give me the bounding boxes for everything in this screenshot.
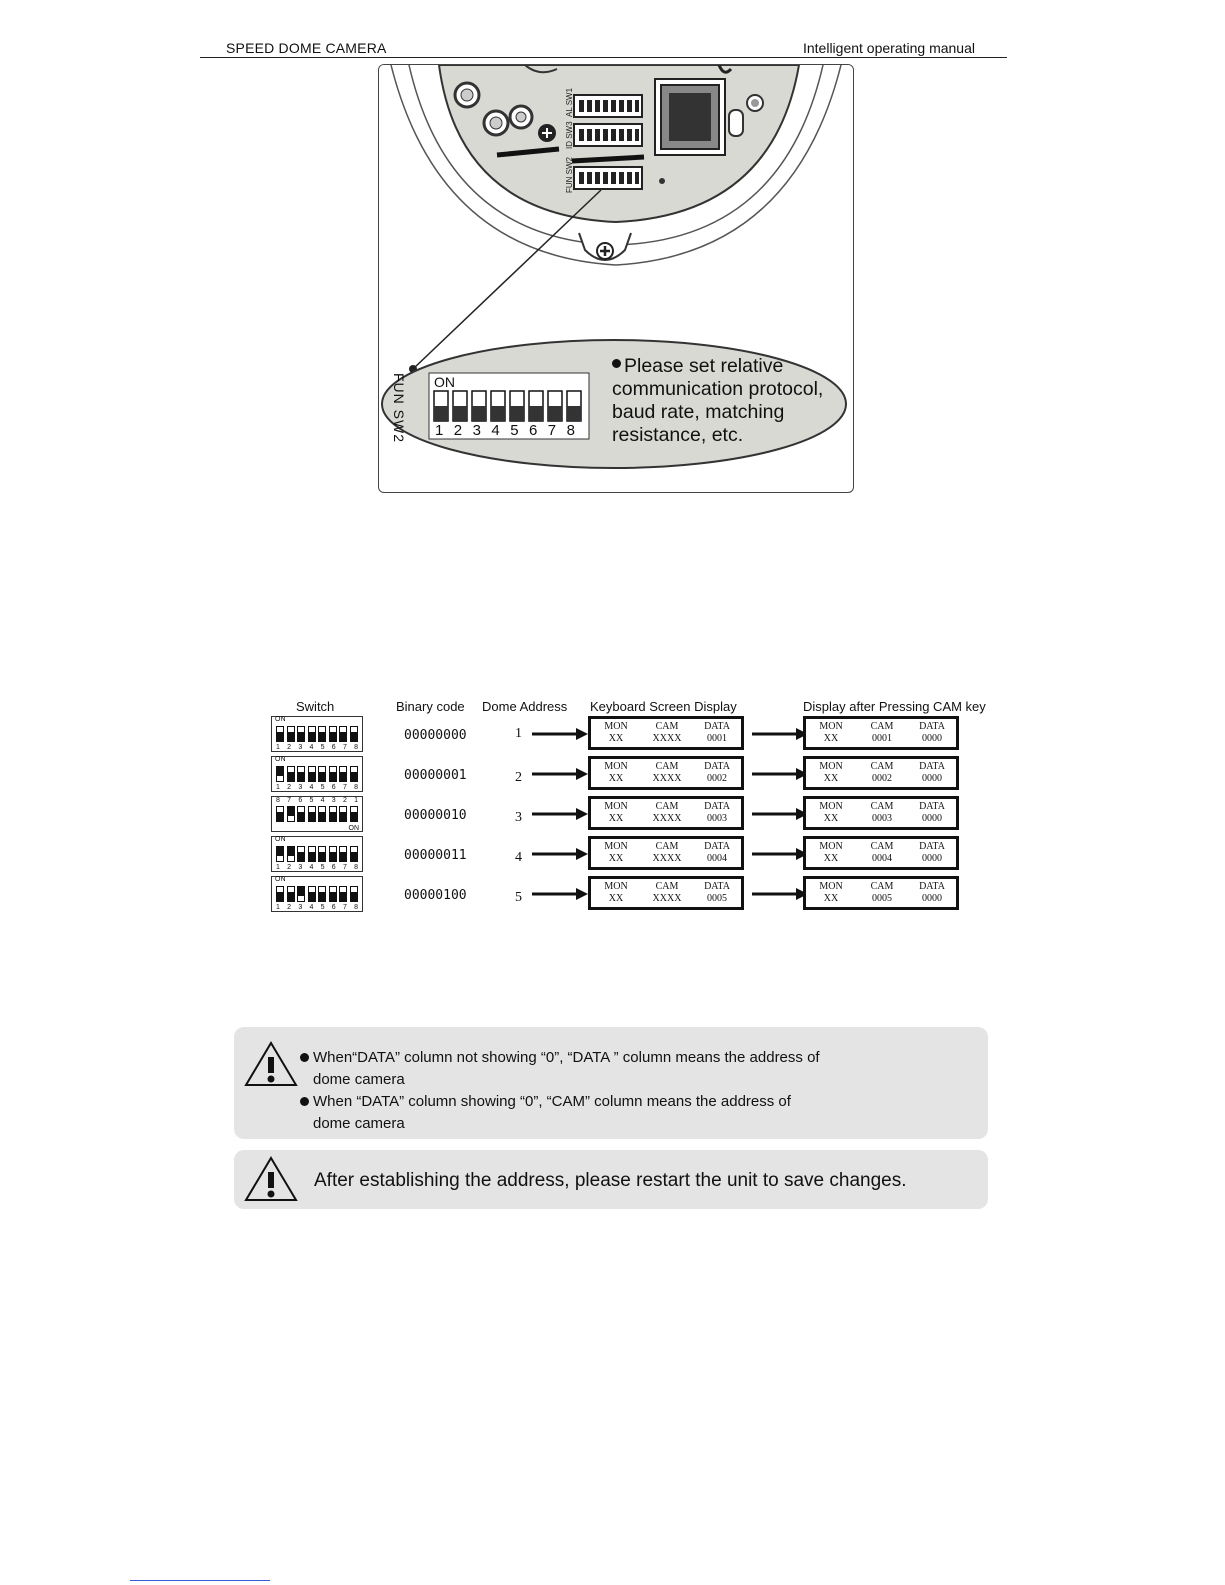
note1-line4: dome camera	[313, 1115, 405, 1132]
address-row	[0, 796, 1225, 832]
cam-label: CAM	[870, 761, 894, 772]
warning-icon	[244, 1041, 298, 1087]
dome-address: 2	[515, 770, 522, 785]
data-label: DATA	[919, 761, 945, 772]
display-after-cam-key	[803, 876, 959, 910]
zoom-number: 5	[510, 422, 519, 439]
address-row	[0, 716, 1225, 752]
bullet-icon	[300, 1097, 309, 1106]
zoom-fun-sw2-label: FUN SW2	[391, 373, 407, 443]
dip-number: 7	[342, 904, 347, 911]
zoom-note-text: Please set relative communication protocol, baud rate, matching resistance, etc.	[612, 355, 824, 446]
dip-toggle	[339, 766, 347, 782]
dip-number: 6	[331, 904, 336, 911]
mon-value: XX	[608, 813, 624, 824]
mon-label: MON	[819, 841, 843, 852]
header-switch: Switch	[296, 699, 335, 714]
address-row	[0, 756, 1225, 792]
dip-number: 7	[342, 744, 347, 751]
mon-value: XX	[823, 813, 839, 824]
data-label: DATA	[704, 881, 730, 892]
display-after-cam-key	[803, 716, 959, 750]
cam-value: 0005	[872, 893, 892, 904]
dip-toggle	[339, 806, 347, 822]
dip-number: 4	[320, 797, 325, 804]
note1-line2: dome camera	[313, 1071, 405, 1088]
arrow-right-icon	[532, 767, 588, 781]
dip-number: 4	[309, 784, 314, 791]
dip-toggle	[297, 726, 305, 742]
dip-number: 2	[287, 864, 292, 871]
binary-code: 00000001	[404, 768, 467, 783]
dip-toggle	[350, 846, 358, 862]
keyboard-screen-display	[588, 716, 744, 750]
dip-number: 4	[309, 744, 314, 751]
mon-label: MON	[819, 721, 843, 732]
dip-switch-diagram	[271, 716, 363, 752]
zoom-switch-numbers	[435, 422, 575, 439]
mon-value: XX	[823, 733, 839, 744]
dip-toggle	[287, 766, 295, 782]
cam-label: CAM	[655, 881, 679, 892]
dip-number: 3	[298, 864, 303, 871]
dip-number: 2	[287, 744, 292, 751]
display-after-cam-key	[803, 796, 959, 830]
data-label: DATA	[704, 721, 730, 732]
dip-number: 3	[298, 904, 303, 911]
data-value: 0003	[707, 813, 727, 824]
dip-toggle	[329, 726, 337, 742]
data-value: 0001	[707, 733, 727, 744]
data-label: DATA	[919, 721, 945, 732]
data-value: 0004	[707, 853, 727, 864]
dip-number: 8	[354, 784, 358, 791]
dip-toggle	[287, 886, 295, 902]
cam-label: CAM	[870, 841, 894, 852]
header-binary: Binary code	[396, 699, 465, 714]
dip-toggle	[287, 846, 295, 862]
arrow-right-icon	[752, 887, 808, 901]
arrow-right-icon	[752, 807, 808, 821]
dip-number: 3	[331, 797, 336, 804]
note-panel-restart	[234, 1150, 988, 1209]
dip-number: 4	[309, 904, 314, 911]
mon-value: XX	[823, 853, 839, 864]
dip-toggle	[297, 766, 305, 782]
data-label: DATA	[704, 841, 730, 852]
dip-toggle	[276, 886, 284, 902]
data-value: 0000	[922, 733, 942, 744]
dip-number: 2	[287, 784, 292, 791]
dip-toggle	[318, 806, 326, 822]
dip-toggle	[318, 726, 326, 742]
mon-label: MON	[604, 841, 628, 852]
mon-value: XX	[608, 773, 624, 784]
binary-code: 00000010	[404, 808, 467, 823]
dip-number: 1	[276, 904, 280, 911]
cam-label: CAM	[655, 841, 679, 852]
mon-label: MON	[604, 881, 628, 892]
header-title: SPEED DOME CAMERA	[226, 40, 387, 56]
arrow-right-icon	[752, 847, 808, 861]
warning-icon	[244, 1156, 298, 1202]
dip-number: 1	[276, 864, 280, 871]
dip-toggle	[329, 886, 337, 902]
mon-value: XX	[608, 893, 624, 904]
bullet-icon	[612, 359, 621, 368]
dip-number: 1	[354, 797, 358, 804]
cam-label: CAM	[870, 881, 894, 892]
header-rule	[200, 57, 1007, 58]
keyboard-screen-display	[588, 796, 744, 830]
dip-toggle	[329, 806, 337, 822]
mon-value: XX	[608, 733, 624, 744]
address-row	[0, 836, 1225, 872]
cam-value: 0001	[872, 733, 892, 744]
data-value: 0002	[707, 773, 727, 784]
dip-toggle	[339, 886, 347, 902]
cam-value: XXXX	[652, 733, 682, 744]
dip-number: 8	[354, 864, 358, 871]
id-sw3-label: ID SW3	[565, 121, 574, 149]
dip-toggle	[297, 886, 305, 902]
dip-number: 1	[276, 744, 280, 751]
keyboard-screen-display	[588, 836, 744, 870]
dip-number: 8	[354, 744, 358, 751]
mon-value: XX	[823, 773, 839, 784]
zoom-number: 1	[435, 422, 444, 439]
cam-value: 0003	[872, 813, 892, 824]
data-value: 0000	[922, 813, 942, 824]
dip-on-label: ON	[348, 825, 359, 832]
dip-number: 3	[298, 784, 303, 791]
header-subtitle: Intelligent operating manual	[802, 40, 975, 56]
header-after: Display after Pressing CAM key	[803, 699, 986, 714]
dip-toggle	[276, 726, 284, 742]
dip-toggle	[308, 886, 316, 902]
cam-label: CAM	[870, 721, 894, 732]
dip-toggle	[276, 846, 284, 862]
dip-on-label: ON	[275, 756, 286, 763]
data-value: 0000	[922, 773, 942, 784]
data-label: DATA	[704, 801, 730, 812]
header-address: Dome Address	[482, 699, 568, 714]
dip-toggle	[329, 846, 337, 862]
dip-numbers	[276, 784, 358, 791]
dip-numbers	[276, 864, 358, 871]
dip-switch-diagram	[271, 836, 363, 872]
data-value: 0000	[922, 853, 942, 864]
cam-label: CAM	[655, 801, 679, 812]
dome-address: 1	[515, 726, 522, 741]
mon-value: XX	[823, 893, 839, 904]
cam-value: XXXX	[652, 893, 682, 904]
dip-toggle	[350, 766, 358, 782]
binary-code: 00000000	[404, 728, 467, 743]
dip-toggle	[318, 766, 326, 782]
cam-label: CAM	[655, 721, 679, 732]
cam-label: CAM	[655, 761, 679, 772]
arrow-right-icon	[532, 807, 588, 821]
dip-toggle	[318, 846, 326, 862]
dip-on-label: ON	[275, 836, 286, 843]
dip-toggle	[339, 726, 347, 742]
dip-number: 8	[354, 904, 358, 911]
dome-address: 3	[515, 810, 522, 825]
note1-line1: When“DATA” column not showing “0”, “DATA ” column means the address of	[300, 1049, 820, 1066]
dome-address: 5	[515, 890, 522, 905]
dip-number: 7	[342, 864, 347, 871]
dome-address: 4	[515, 850, 522, 865]
dip-number: 1	[276, 784, 280, 791]
keyboard-screen-display	[588, 876, 744, 910]
dip-number: 6	[298, 797, 303, 804]
mon-label: MON	[604, 801, 628, 812]
dip-number: 2	[287, 904, 292, 911]
dip-toggle	[287, 806, 295, 822]
dip-toggle	[297, 846, 305, 862]
zoom-number: 3	[472, 422, 481, 439]
dip-toggle	[287, 726, 295, 742]
fun-sw2-label: FUN SW2	[565, 157, 574, 193]
data-label: DATA	[704, 761, 730, 772]
dip-number: 7	[342, 784, 347, 791]
dip-toggle	[308, 846, 316, 862]
dip-number: 2	[342, 797, 347, 804]
zoom-number: 7	[547, 422, 557, 439]
arrow-right-icon	[532, 727, 588, 741]
cam-value: XXXX	[652, 773, 682, 784]
data-value: 0000	[922, 893, 942, 904]
dip-on-label: ON	[275, 876, 286, 883]
dip-toggle	[297, 806, 305, 822]
note1-line3: When “DATA” column showing “0”, “CAM” column means the address of	[300, 1093, 791, 1110]
cam-value: 0002	[872, 773, 892, 784]
dip-number: 5	[320, 904, 325, 911]
zoom-number: 8	[566, 422, 575, 439]
mon-label: MON	[819, 881, 843, 892]
mon-label: MON	[604, 721, 628, 732]
zoom-number: 4	[491, 422, 500, 439]
dip-toggle	[308, 766, 316, 782]
dip-number: 3	[298, 744, 303, 751]
dip-number: 6	[331, 744, 336, 751]
mon-label: MON	[604, 761, 628, 772]
dip-toggle	[350, 726, 358, 742]
data-label: DATA	[919, 881, 945, 892]
footer-link-rule	[130, 1580, 270, 1581]
zoom-note	[612, 355, 842, 447]
dip-number: 8	[276, 797, 280, 804]
dip-toggle	[308, 726, 316, 742]
display-after-cam-key	[803, 836, 959, 870]
note-panel-address	[234, 1027, 988, 1139]
bullet-icon	[300, 1053, 309, 1062]
zoom-on-label: ON	[434, 374, 455, 390]
dip-switch-diagram	[271, 796, 363, 832]
display-after-cam-key	[803, 756, 959, 790]
binary-code: 00000011	[404, 848, 467, 863]
dip-toggle	[276, 806, 284, 822]
dip-switch-diagram	[271, 876, 363, 912]
zoom-number: 6	[528, 422, 538, 439]
dip-number: 5	[320, 744, 325, 751]
dip-numbers	[276, 797, 358, 804]
al-sw1-label: AL SW1	[565, 87, 574, 117]
dip-number: 4	[309, 864, 314, 871]
dip-toggle	[339, 846, 347, 862]
arrow-right-icon	[532, 887, 588, 901]
dip-switch-diagram	[271, 756, 363, 792]
dip-number: 5	[320, 784, 325, 791]
dip-toggle	[318, 886, 326, 902]
dip-numbers	[276, 904, 358, 911]
cam-label: CAM	[870, 801, 894, 812]
data-label: DATA	[919, 841, 945, 852]
cam-value: 0004	[872, 853, 892, 864]
dip-toggle	[329, 766, 337, 782]
address-row	[0, 876, 1225, 912]
dip-toggle	[350, 886, 358, 902]
dip-number: 6	[331, 864, 336, 871]
cam-value: XXXX	[652, 853, 682, 864]
binary-code: 00000100	[404, 888, 467, 903]
header-keyboard: Keyboard Screen Display	[590, 699, 737, 714]
mon-label: MON	[819, 761, 843, 772]
mon-value: XX	[608, 853, 624, 864]
dip-toggle	[350, 806, 358, 822]
keyboard-screen-display	[588, 756, 744, 790]
note2-text: After establishing the address, please restart the unit to save changes.	[314, 1170, 907, 1191]
mon-label: MON	[819, 801, 843, 812]
dip-toggle	[276, 766, 284, 782]
board-illustration	[378, 64, 854, 493]
dip-number: 6	[331, 784, 336, 791]
data-label: DATA	[919, 801, 945, 812]
zoom-number: 2	[453, 422, 463, 439]
arrow-right-icon	[532, 847, 588, 861]
cam-value: XXXX	[652, 813, 682, 824]
arrow-right-icon	[752, 767, 808, 781]
dip-number: 7	[287, 797, 292, 804]
dip-on-label: ON	[275, 716, 286, 723]
data-value: 0005	[707, 893, 727, 904]
dip-number: 5	[309, 797, 314, 804]
dip-toggle	[308, 806, 316, 822]
arrow-right-icon	[752, 727, 808, 741]
dip-numbers	[276, 744, 358, 751]
dip-number: 5	[320, 864, 325, 871]
